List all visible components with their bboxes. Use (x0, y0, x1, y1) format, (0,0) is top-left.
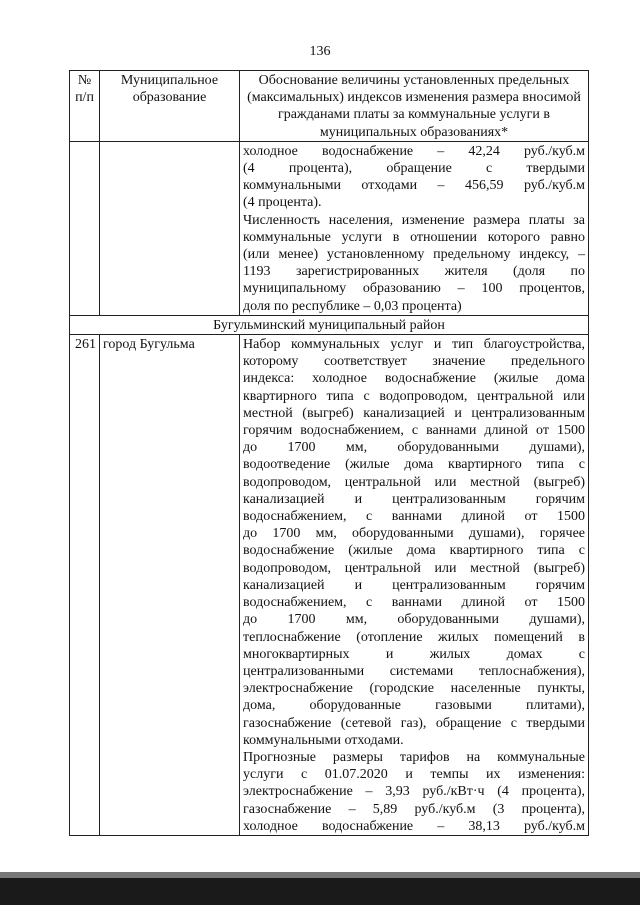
text-line: до 1700 мм, оборудованными душами), (243, 612, 585, 628)
text-line: горячим водоснабжением, с ваннами длиной от 1500 (243, 423, 585, 439)
tariffs-block (243, 749, 585, 835)
table-row-region (70, 315, 589, 334)
text-line: (или менее) установленному предельному индексу, – (243, 247, 585, 263)
table-row-continuation (70, 141, 589, 315)
services-block (243, 336, 585, 732)
text-line: канализацией и централизованным горячим (243, 577, 585, 593)
text-line: Набор коммунальных услуг и тип благоустройства, (243, 337, 585, 353)
municipality-name: город Бугульма (100, 335, 240, 836)
text-line: водопроводом, центральной или местной (выгреб) (243, 560, 585, 576)
text-line: до 1700 мм, оборудованными душами), горячее (243, 526, 585, 542)
text-line: местной (выгреб) канализацией и централизованным (243, 405, 585, 421)
text-line: дома, оборудованные газовыми плитами), (243, 698, 585, 714)
text-line: газоснабжение (сетевой газ), обращение с твердыми (243, 715, 585, 731)
table-header-row (70, 71, 589, 142)
text-line: многоквартирных и жилых домах с (243, 646, 585, 662)
text-line: индекса: холодное водоснабжение (жилые дома (243, 371, 585, 387)
region-heading: Бугульминский муниципальный район (70, 315, 589, 334)
text-line: доля по республике – 0,03 процента) (243, 298, 462, 314)
text-line: муниципальному образованию – 100 процентов, (243, 281, 585, 297)
text-line: газоснабжение – 5,89 руб./куб.м (3 процента), (243, 801, 585, 817)
text-line: Численность населения, изменение размера платы за (243, 212, 585, 228)
text-line: услуги с 01.07.2020 и темпы их изменения: (243, 767, 585, 783)
text-line: холодное водоснабжение – 38,13 руб./куб.м (243, 818, 585, 834)
header-number: № п/п (70, 71, 100, 142)
text-line: (4 процента). (243, 195, 322, 211)
text-line: водоснабжением, с ваннами длиной от 1500 (243, 595, 585, 611)
text-line: коммунальными отходами. (243, 732, 404, 748)
tariff-index-table (69, 70, 589, 836)
table-row-261 (70, 335, 589, 836)
text-line: канализацией и централизованным горячим (243, 491, 585, 507)
population-block (243, 212, 585, 298)
text-line: квартирного типа с водопроводом, центральной или (243, 388, 585, 404)
text-line: теплоснабжение (отопление жилых помещений в (243, 629, 585, 645)
text-line: электроснабжение (городские населенные пункты, (243, 681, 585, 697)
text-line: водоснабжением, с ваннами длиной от 1500 (243, 509, 585, 525)
cell-continuation-text (240, 141, 589, 315)
text-line: Прогнозные размеры тарифов на коммунальные (243, 749, 585, 765)
cell-municipality-empty (100, 141, 240, 315)
text-line: водоотведение (жилые дома квартирного типа с (243, 457, 585, 473)
continuation-block (243, 143, 585, 195)
text-line: коммунальными отходами – 456,59 руб./куб.м (243, 178, 585, 194)
text-line: коммунальные услуги в отношении которого равно (243, 229, 585, 245)
cell-number-empty (70, 141, 100, 315)
page-number: 136 (309, 44, 331, 59)
text-line: 1193 зарегистрированных жителя (доля по (243, 264, 585, 280)
text-line: которому соответствует значение предельного (243, 354, 585, 370)
text-line: холодное водоснабжение – 42,24 руб./куб.м (243, 143, 585, 159)
text-line: водоснабжение (жилые дома квартирного типа с (243, 543, 585, 559)
text-line: централизованными системами теплоснабжения), (243, 663, 585, 679)
scan-edge-dark (0, 878, 640, 905)
text-line: водопроводом, центральной или местной (выгреб) (243, 474, 585, 490)
text-line: электроснабжение – 3,93 руб./кВт·ч (4 процента), (243, 784, 585, 800)
text-line: до 1700 мм, оборудованными душами), (243, 440, 585, 456)
header-justification: Обоснование величины установленных предельных (максимальных) индексов изменения размера вносимой гражданами платы за коммунальные услуги в муниципальных образованиях* (240, 71, 589, 142)
cell-justification-text (240, 335, 589, 836)
header-municipality: Муниципальное образование (100, 71, 240, 142)
row-number: 261 (70, 335, 100, 836)
text-line: (4 процента), обращение с твердыми (243, 161, 585, 177)
